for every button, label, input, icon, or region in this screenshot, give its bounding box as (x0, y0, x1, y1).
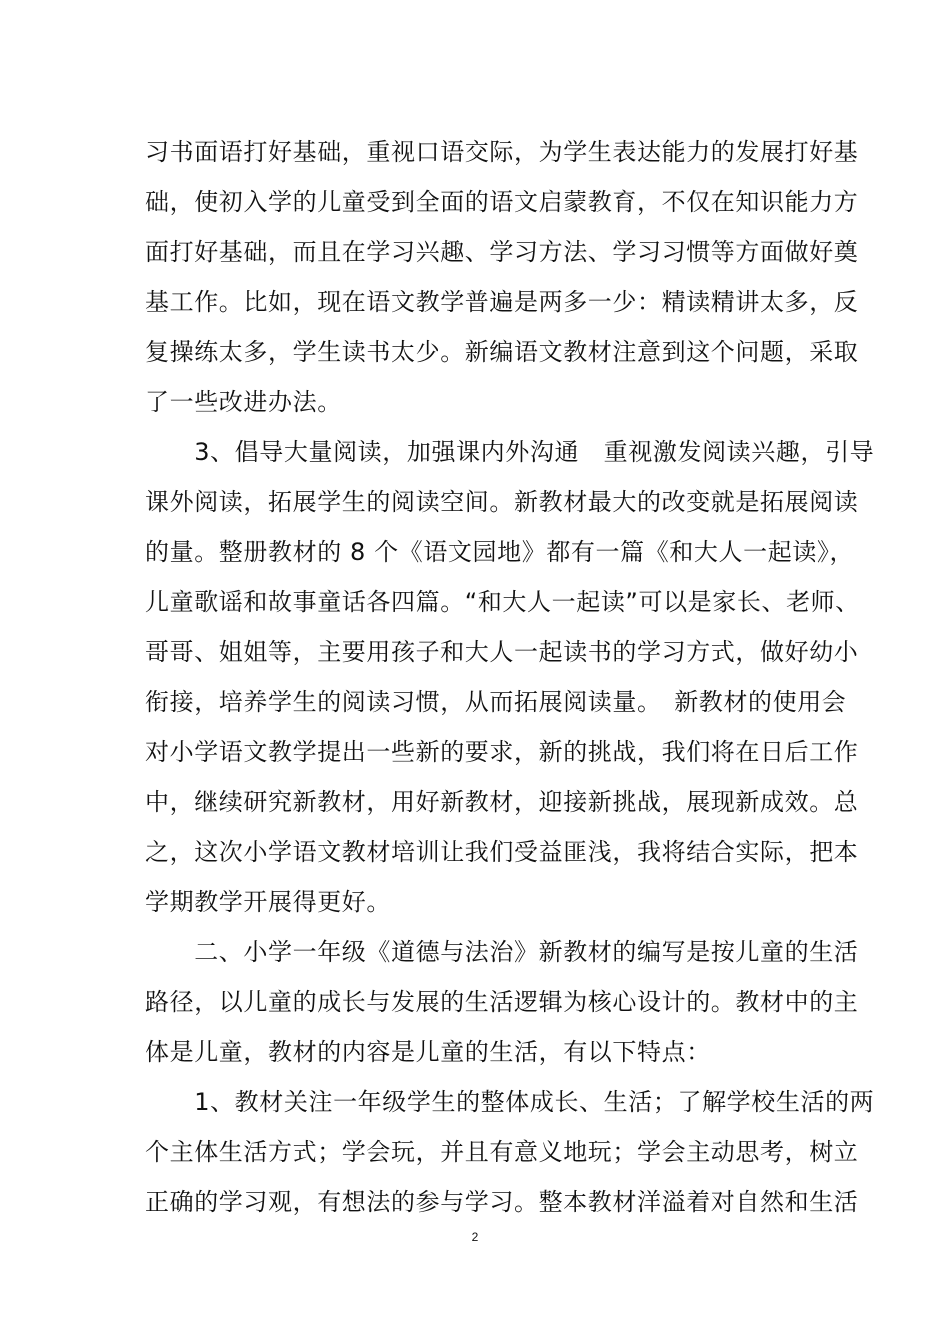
text-line: 基工作。比如，现在语文教学普遍是两多一少：精读精讲太多，反 (145, 288, 859, 316)
text-line: 3、倡导大量阅读，加强课内外沟通 重视激发阅读兴趣，引导 (145, 438, 875, 466)
text-line: 路径，以儿童的成长与发展的生活逻辑为核心设计的。教材中的主 (145, 988, 859, 1016)
text-line: 的量。整册教材的 8 个《语文园地》都有一篇《和大人一起读》， (145, 538, 855, 566)
text-line: 学期教学开展得更好。 (145, 888, 391, 916)
text-line: 1、教材关注一年级学生的整体成长、生活；了解学校生活的两 (145, 1088, 875, 1116)
text-line: 了一些改进办法。 (145, 388, 342, 416)
text-line: 二、小学一年级《道德与法治》新教材的编写是按儿童的生活 (145, 938, 859, 966)
text-line: 哥哥、姐姐等，主要用孩子和大人一起读书的学习方式，做好幼小 (145, 638, 859, 666)
text-line: 对小学语文教学提出一些新的要求，新的挑战，我们将在日后工作 (145, 738, 859, 766)
text-line: 儿童歌谣和故事童话各四篇。“和大人一起读”可以是家长、老师、 (145, 588, 860, 616)
text-line: 中，继续研究新教材，用好新教材，迎接新挑战，展现新成效。总 (145, 788, 859, 816)
text-line: 正确的学习观，有想法的参与学习。整本教材洋溢着对自然和生活 (145, 1188, 859, 1216)
page-number: 2 (471, 1230, 479, 1244)
text-line: 个主体生活方式；学会玩，并且有意义地玩；学会主动思考，树立 (145, 1138, 859, 1166)
text-line: 复操练太多，学生读书太少。新编语文教材注意到这个问题，采取 (145, 338, 859, 366)
text-line: 体是儿童，教材的内容是儿童的生活，有以下特点： (145, 1038, 711, 1066)
text-line: 之，这次小学语文教材培训让我们受益匪浅，我将结合实际，把本 (145, 838, 859, 866)
text-line: 面打好基础，而且在学习兴趣、学习方法、学习习惯等方面做好奠 (145, 238, 859, 266)
text-line: 础，使初入学的儿童受到全面的语文启蒙教育，不仅在知识能力方 (145, 188, 859, 216)
text-line: 课外阅读，拓展学生的阅读空间。新教材最大的改变就是拓展阅读 (145, 488, 859, 516)
text-line: 衔接，培养学生的阅读习惯，从而拓展阅读量。 新教材的使用会 (145, 688, 847, 716)
text-line: 习书面语打好基础，重视口语交际，为学生表达能力的发展打好基 (145, 138, 859, 166)
